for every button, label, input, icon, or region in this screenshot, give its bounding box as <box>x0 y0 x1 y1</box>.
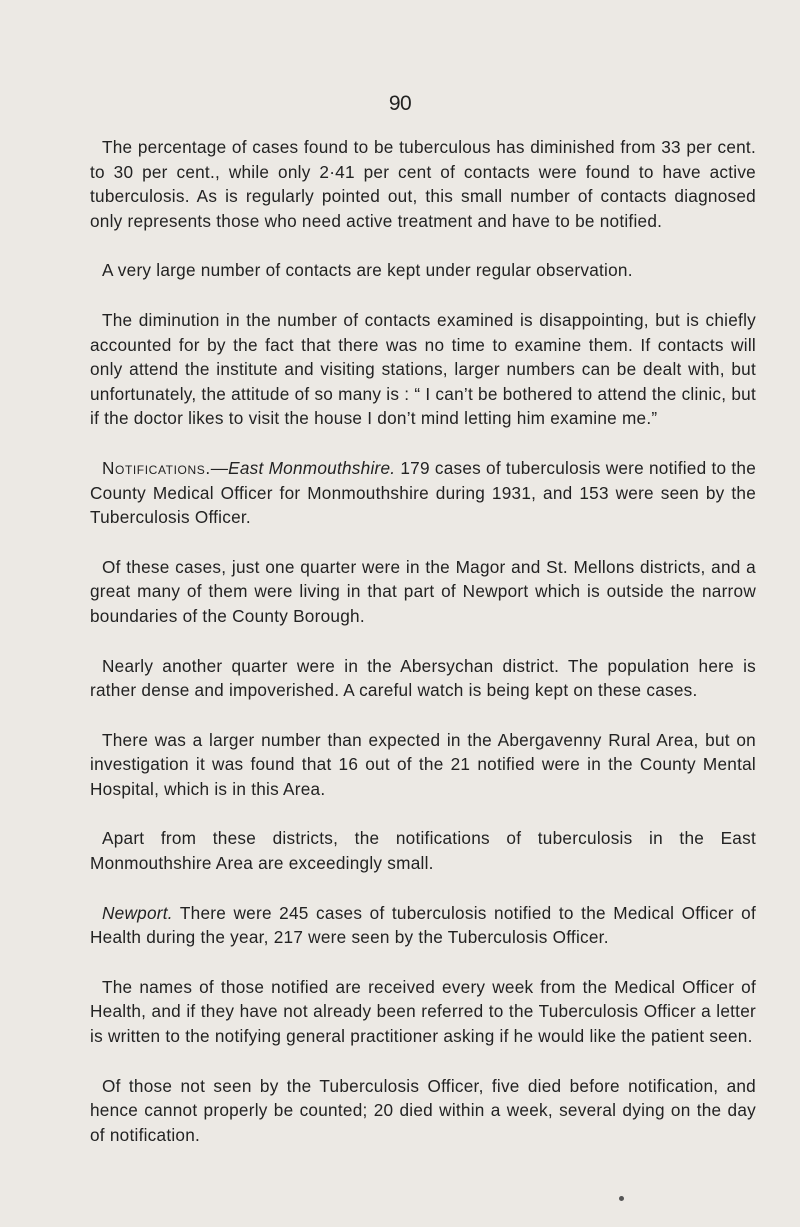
place-heading-newport: Newport. <box>102 902 173 923</box>
notifications-text: 179 cases of tuberculosis were notified to the County Medical Officer for Monmouthshire during 1931, and 153 were seen by the Tuberculosis Officer. <box>90 457 756 528</box>
section-heading-notifications: Notifications. <box>102 457 211 478</box>
paragraph-notifications-east-monmouthshire <box>90 456 756 530</box>
paragraph-other-districts: Apart from these districts, the notifications of tuberculosis in the East Monmouthshire Area are exceedingly small. <box>90 828 756 874</box>
paragraph-weekly-names: The names of those notified are received every week from the Medical Officer of Health, and if they have not already been referred to the Tuberculosis Officer a letter is written to the notifying general practitioner asking if he would like the patient seen. <box>90 976 756 1047</box>
paragraph-not-seen: Of those not seen by the Tuberculosis Officer, five died before notification, and hence cannot properly be counted; 20 died within a week, several dying on the day of notification. <box>90 1075 756 1145</box>
heading-dash: — <box>210 457 229 478</box>
paragraph-contacts-diminution: The diminution in the number of contacts examined is disappointing, but is chiefly accounted for by the fact that there was no time to examine them. If contacts will only attend the institute and visiting stations, larger numbers can be dealt with, but unfortunately, the attitude of so many is : “ I can’t be bothered to attend the clinic, but if the doctor likes to visit the house I don’t mind letting him examine me.” <box>90 309 756 429</box>
paragraph-abergavenny: There was a larger number than expected in the Abergavenny Rural Area, but on investigation it was found that 16 out of the 21 notified were in the County Mental Hospital, which is in this Area. <box>90 729 756 799</box>
paragraph-magor-st-mellons: Of these cases, just one quarter were in the Magor and St. Mellons districts, and a great many of them were living in that part of Newport which is outside the narrow boundaries of the County Borough. <box>90 556 756 626</box>
paragraph-newport <box>90 901 756 950</box>
paragraph-case-percentage: The percentage of cases found to be tuberculous has diminished from 33 per cent. to 30 per cent., while only 2·41 per cent of contacts were found to have active tuberculosis. As is regularly pointed out, this small number of contacts diagnosed only represents those who need active treatment and have to be notified. <box>90 137 756 231</box>
paragraph-abersychan: Nearly another quarter were in the Abersychan district. The population here is rather dense and impoverished. A careful watch is being kept on these cases. <box>90 655 756 701</box>
paragraph-contacts-observation: A very large number of contacts are kept under regular observation. <box>102 260 633 281</box>
body-text <box>90 135 756 1172</box>
place-heading-east-monmouthshire: East Monmouthshire. <box>228 457 396 478</box>
page-number: 90 <box>388 92 412 115</box>
newport-text: There were 245 cases of tuberculosis notified to the Medical Officer of Health during the year, 217 were seen by the Tuberculosis Officer. <box>90 902 756 948</box>
stray-ink-dot <box>619 1196 624 1201</box>
